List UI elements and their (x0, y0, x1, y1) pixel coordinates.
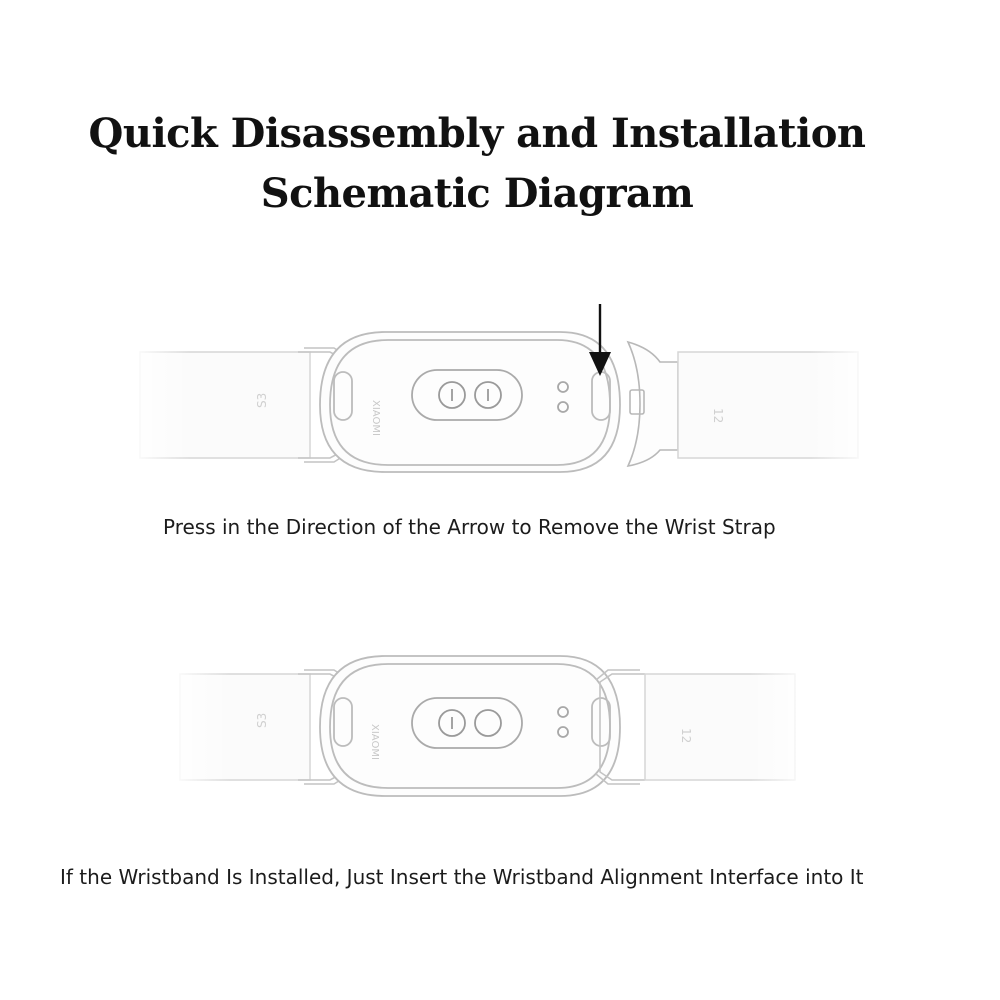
removal-diagram-svg (0, 290, 1000, 490)
svg-text:XIAOMI: XIAOMI (369, 724, 380, 760)
removal-diagram (0, 290, 1000, 490)
removal-caption: Press in the Direction of the Arrow to Remove the Wrist Strap (163, 515, 776, 539)
installation-diagram (0, 632, 1000, 812)
tracker-capsule (320, 656, 620, 796)
left-strap-size-label: S3 (255, 712, 269, 728)
title-line-2: Schematic Diagram (260, 170, 694, 217)
right-connector (628, 342, 678, 466)
left-strap-size-label: S3 (255, 392, 269, 408)
right-strap-size-label: 12 (679, 728, 693, 744)
tracker-capsule (320, 332, 620, 472)
svg-text:XIAOMI: XIAOMI (370, 400, 381, 436)
installation-caption: If the Wristband Is Installed, Just Insert the Wristband Alignment Interface into It (60, 865, 864, 889)
title-line-1: Quick Disassembly and Installation (88, 110, 866, 157)
page-title (0, 104, 954, 224)
installation-diagram-svg (0, 632, 1000, 812)
right-strap-size-label: 12 (711, 408, 725, 424)
